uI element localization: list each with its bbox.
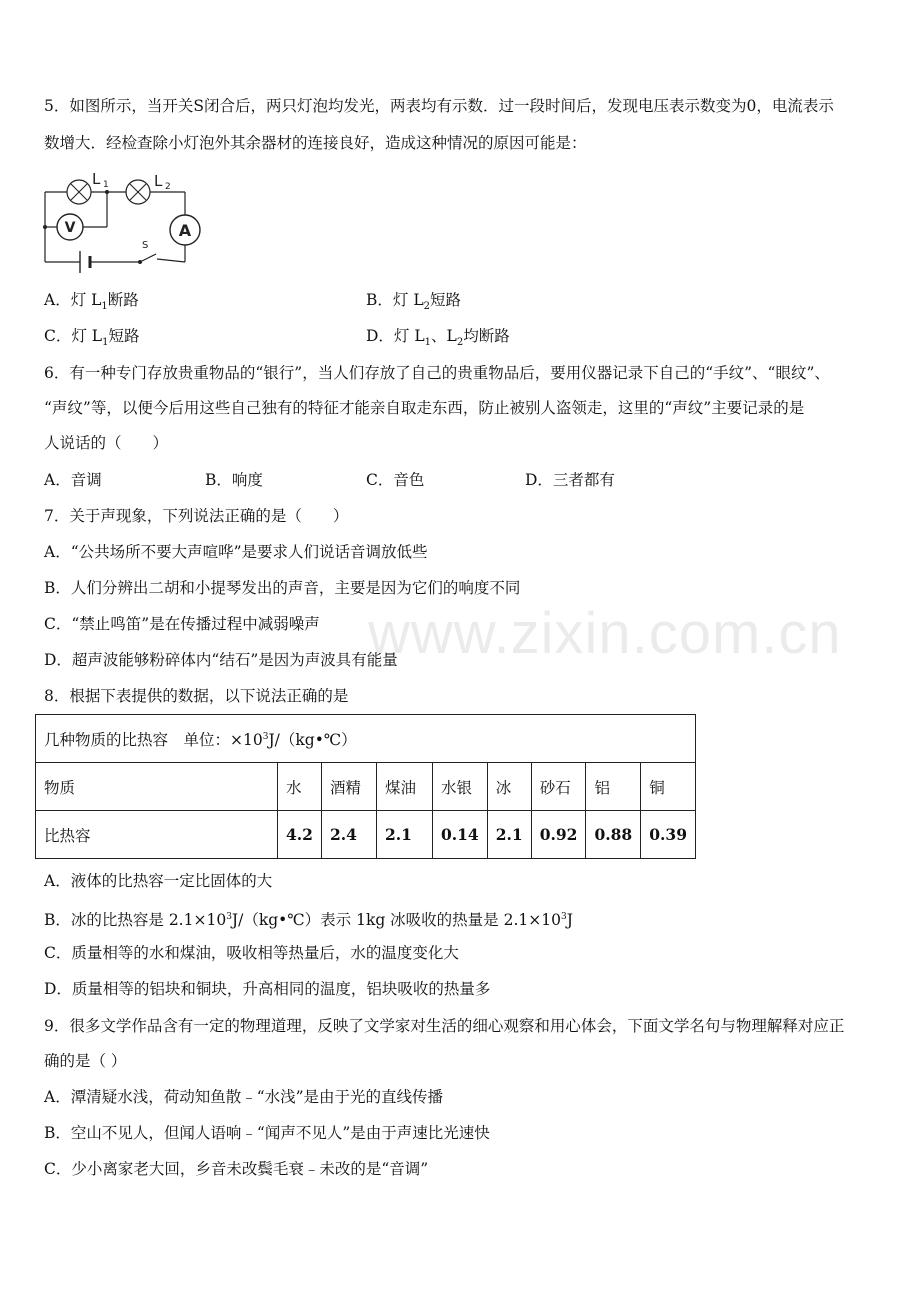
lamp-l1-icon [67, 180, 91, 204]
q9-option-a: A．潭清疑水浅，荷动知鱼散﹣“水浅”是由于光的直线传播 [44, 1088, 444, 1106]
junction-dot [105, 190, 109, 194]
q8-option-c: C．质量相等的水和煤油，吸收相等热量后，水的温度变化大 [44, 944, 459, 962]
q9-stem-line1: 9．很多文学作品含有一定的物理道理，反映了文学家对生活的细心观察和用心体会，下面文学名句与物理解释对应正 [44, 1017, 845, 1035]
q8-option-d: D．质量相等的铝块和铜块，升高相同的温度，铝块吸收的热量多 [44, 980, 491, 998]
q9-option-c: C．少小离家老大回，乡音未改鬓毛衰﹣未改的是“音调” [44, 1160, 429, 1178]
table-cell: 酒精 [321, 763, 376, 811]
table-cell: 铜 [641, 763, 696, 811]
table-row-values [36, 811, 696, 859]
q6-option-a: A．音调 [44, 471, 102, 489]
q7-stem: 7．关于声现象，下列说法正确的是（ ） [44, 507, 349, 525]
table-caption-row [36, 715, 696, 763]
q9-stem-line2: 确的是（ ） [44, 1052, 127, 1070]
table-cell: 0.92 [531, 811, 586, 859]
table-cell: 2.4 [321, 811, 376, 859]
table-cell: 2.1 [487, 811, 531, 859]
switch-label: S [142, 240, 149, 251]
q6-option-c: C．音色 [366, 471, 425, 489]
circuit-diagram [40, 168, 210, 278]
q5-option-a: A．灯 $L_1$断路 [44, 291, 139, 313]
q7-option-d: D．超声波能够粉碎体内“结石”是因为声波具有能量 [44, 651, 398, 669]
q6-option-b: B．响度 [205, 471, 263, 489]
table-cell: 0.39 [641, 811, 696, 859]
table-cell: 冰 [487, 763, 531, 811]
table-cell: 0.14 [432, 811, 487, 859]
specific-heat-table [35, 714, 696, 859]
q7-option-c: C．“禁止鸣笛”是在传播过程中减弱噪声 [44, 615, 320, 633]
q8-option-b: B．冰的比热容是 $2.1\times 10^3J/(kg•℃)$表示 1kg 冰吸收的热量是 $2.1\times 10^3J$ [44, 911, 573, 930]
table-cell: 2.1 [376, 811, 432, 859]
voltmeter-label: V [64, 220, 76, 236]
table-caption: 几种物质的比热容 单位：$\times 10^3J/(kg•℃)$ [36, 715, 696, 763]
watermark: www.zixin.com.cn [368, 601, 842, 666]
table-cell: 水银 [432, 763, 487, 811]
lamp-l2-icon [126, 180, 150, 204]
q5-option-c: C．灯 $L_1$短路 [44, 327, 140, 349]
switch-pivot [138, 260, 142, 264]
table-row-label: 比热容 [36, 811, 278, 859]
table-cell: 砂石 [531, 763, 586, 811]
q5-option-d: D．灯 $L_1$、$L_2$均断路 [366, 327, 510, 349]
lamp-l1-subscript: 1 [103, 180, 109, 190]
table-cell: 0.88 [586, 811, 641, 859]
q6-option-d: D．三者都有 [525, 471, 615, 489]
ammeter-label: A [178, 221, 192, 240]
q8-option-a: A．液体的比热容一定比固体的大 [44, 872, 273, 890]
junction-dot [43, 225, 47, 229]
q6-stem-line3: 人说话的（ ） [44, 434, 169, 452]
table-row-label: 物质 [36, 763, 278, 811]
q5-option-b: B．灯 $L_2$短路 [366, 291, 462, 313]
table-cell: 煤油 [376, 763, 432, 811]
q5-stem-line2: 数增大．经检查除小灯泡外其余器材的连接良好，造成这种情况的原因可能是： [44, 134, 587, 152]
lamp-l1-label: L [92, 170, 101, 188]
lamp-l2-label: L [154, 172, 163, 190]
q5-stem-line1: 5．如图所示，当开关S闭合后，两只灯泡均发光，两表均有示数．过一段时间后，发现电压表示数变为0，电流表示 [44, 97, 834, 115]
q6-stem-line1: 6．有一种专门存放贵重物品的“银行”，当人们存放了自己的贵重物品后，要用仪器记录下自己的“手纹”、“眼纹”、 [44, 364, 830, 382]
table-cell: 水 [278, 763, 322, 811]
q7-option-a: A．“公共场所不要大声喧哗”是要求人们说话音调放低些 [44, 543, 428, 561]
table-cell: 铝 [586, 763, 641, 811]
table-cell: 4.2 [278, 811, 322, 859]
q7-option-b: B．人们分辨出二胡和小提琴发出的声音，主要是因为它们的响度不同 [44, 579, 521, 597]
q8-stem: 8．根据下表提供的数据，以下说法正确的是 [44, 687, 349, 705]
table-row-substances [36, 763, 696, 811]
lamp-l2-subscript: 2 [165, 182, 171, 192]
q6-stem-line2: “声纹”等，以便今后用这些自己独有的特征才能亲自取走东西，防止被别人盗领走，这里的“声纹”主要记录的是 [44, 399, 805, 417]
q9-option-b: B．空山不见人，但闻人语响﹣“闻声不见人”是由于声速比光速快 [44, 1124, 490, 1142]
